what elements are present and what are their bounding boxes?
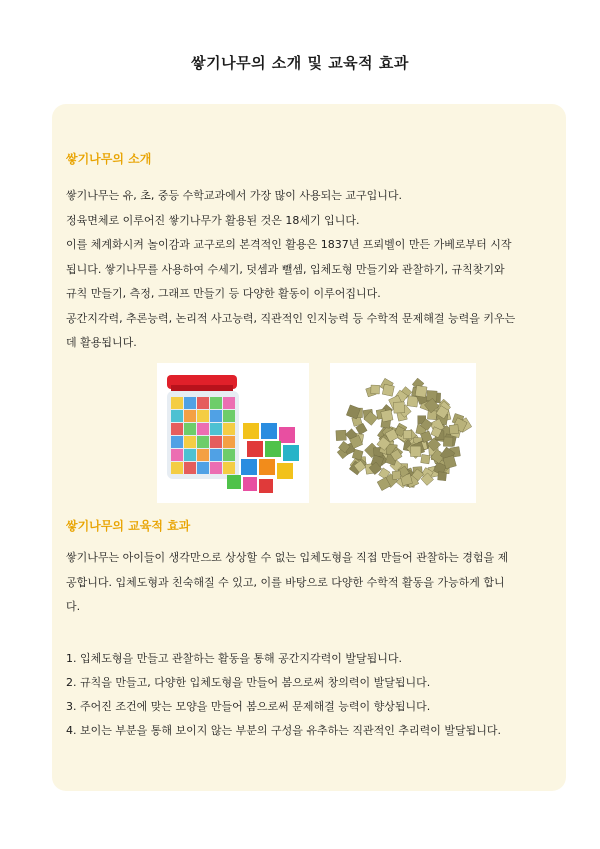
intro-line: 규칙 만들기, 측정, 그래프 만들기 등 다양한 활동이 이루어집니다. [66,287,381,300]
wooden-cube [438,472,447,481]
list-item: 2. 규칙을 만들고, 다양한 입체도형을 만들어 봄으로써 창의력이 발달됩니다. [66,676,431,689]
intro-paragraph [66,184,552,356]
effects-list [66,647,552,743]
wooden-cube [382,384,394,396]
wooden-cube [336,430,347,441]
list-item: 3. 주어진 조건에 맞는 모양을 만들어 봄으로써 문제해결 능력이 향상됩니다. [66,700,431,713]
effects-line: 공합니다. 입체도형과 친숙해질 수 있고, 이를 바탕으로 다양한 수학적 활동을 가능하게 합니 [66,575,505,589]
wooden-cube [407,396,418,407]
intro-heading: 쌓기나무의 소개 [66,152,152,166]
page-title: 쌓기나무의 소개 및 교육적 효과 [191,54,409,72]
list-item: 1. 입체도형을 만들고 관찰하는 활동을 통해 공간지각력이 발달됩니다. [66,652,402,665]
intro-line: 정육면체로 이루어진 쌓기나무가 활용된 것은 18세기 입니다. [66,213,360,227]
intro-line: 데 활용됩니다. [66,336,137,349]
effects-paragraph [66,546,552,620]
wooden-cube [381,410,393,422]
wooden-cube [411,446,421,456]
wooden-cube [403,430,412,439]
wooden-cube [393,402,404,413]
effects-line: 쌓기나무는 아이들이 생각만으로 상상할 수 없는 입체도형을 직접 만들어 관찰하는 경험을 제 [66,551,509,564]
wooden-cube [421,454,430,463]
wooden-cube [443,437,453,447]
intro-line: 이를 체계화시켜 놀이감과 교구로의 본격적인 활용은 1837년 프뢰벨이 만든 가베로부터 시작 [66,238,512,251]
colorful-blocks-jar-image [157,363,309,503]
intro-line: 쌓기나무는 유, 초, 중등 수학교과에서 가장 많이 사용되는 교구입니다. [66,189,402,202]
wooden-cube [415,385,427,397]
effects-line: 다. [66,600,81,613]
wooden-cube [371,385,380,394]
intro-line: 공간지각력, 추론능력, 논리적 사고능력, 직관적인 인지능력 등 수학적 문제해결 능력을 키우는 [66,311,516,325]
wooden-cubes-image [330,363,476,503]
wooden-cube [392,471,401,480]
intro-line: 됩니다. 쌓기나무를 사용하여 수세기, 덧셈과 뺄셈, 입체도형 만들기와 관찰하기, 규칙찾기와 [66,262,505,276]
wooden-cube [449,425,458,434]
effects-heading: 쌓기나무의 교육적 효과 [66,519,191,533]
list-item: 4. 보이는 부분을 통해 보이지 않는 부분의 구성을 유추하는 직관적인 추리력이 발달됩니다. [66,724,501,737]
